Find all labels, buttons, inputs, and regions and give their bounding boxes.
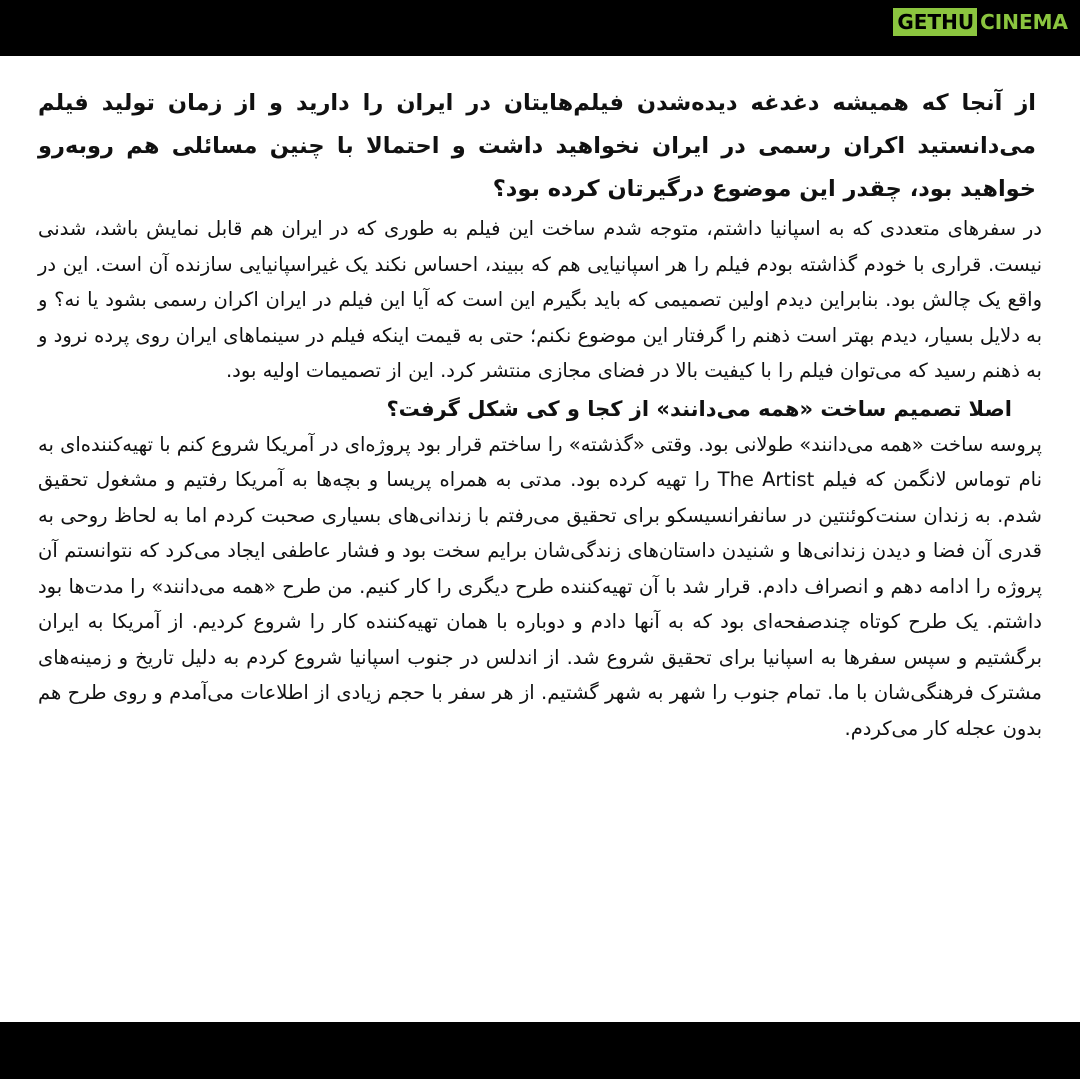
question-1: از آنجا که همیشه دغدغه دیده‌شدن فیلم‌هایتان در ایران را دارید و از زمان تولید فیلم می‌دانستید اکران رسمی در ایران نخواهید داشت و احتمالا با چنین مسائلی هم روبه‌رو خواهید بود، چقدر این موضوع درگیرتان کرده بود؟: [38, 90, 1036, 202]
answer-2: پروسه ساخت «همه می‌دانند» طولانی بود. وقتی «گذشته» را ساختم قرار بود پروژه‌ای در آمریکا شروع کنم با تهیه‌کننده‌ای به نام توماس لانگمن که فیلم The Artist را تهیه کرده بود. مدتی به همراه پریسا و بچه‌ها به آمریکا رفتیم و مشغول تحقیق شدم. به زندان سنت‌کوئنتین در سانفرانسیسکو برای تحقیق می‌رفتم با زندانی‌های بسیاری صحبت کردم اما به لحاظ روحی به قدری آن فضا و دیدن زندانی‌ها و شنیدن داستان‌های زندگی‌شان برایم سخت بود و فشار عاطفی ایجاد می‌کرد که نتوانستم آن پروژه را ادامه دهم و انصراف دادم. قرار شد با آن تهیه‌کننده طرح دیگری را کار کنیم. من طرح «همه می‌دانند» را مدت‌ها بود داشتم. یک طرح کوتاه چندصفحه‌ای بود که به آنها دادم و دوباره با همان تهیه‌کننده کار را شروع کردیم. از آمریکا به ایران برگشتیم و سپس سفرها به اسپانیا برای تحقیق شروع شد. از اندلس در جنوب اسپانیا شروع کردم به دلیل تاریخ و زمینه‌های مشترک فرهنگی‌شان با ما. تمام جنوب را شهر به شهر گشتیم. از هر سفر با حجم زیادی از اطلاعات می‌آمدم و روی طرح هم بدون عجله کار می‌کردم.: [38, 432, 1043, 740]
top-black-bar: [0, 0, 1080, 56]
gethucinema-watermark-logo: [893, 8, 1070, 36]
watermark-part-a: GETHU: [893, 8, 977, 36]
watermark-part-b: CINEMA: [977, 8, 1070, 36]
interview-text: [38, 82, 1042, 746]
answer-1: در سفرهای متعددی که به اسپانیا داشتم، متوجه شدم ساخت این فیلم به طوری که در ایران هم قابل نمایش باشد، شدنی نیست. قراری با خودم گذاشته بودم فیلم را هر اسپانیایی هم که ببیند، احساس نکند یک غیراسپانیایی سازنده آن است. این در واقع یک چالش بود. بنابراین دیدم اولین تصمیمی که باید بگیرم این است که آیا این فیلم در ایران اکران رسمی بشود یا نه؟ و به دلایل بسیار، دیدم بهتر است ذهنم را گرفتار این موضوع نکنم؛ حتی به قیمت اینکه فیلم در سینماهای ایران روی پرده نرود و به ذهنم رسید که می‌توان فیلم را با کیفیت بالا در فضای مجازی منتشر کرد. این از تصمیمات اولیه بود.: [38, 217, 1042, 382]
scanned-page: [0, 56, 1080, 1022]
question-2: اصلا تصمیم ساخت «همه می‌دانند» از کجا و کی شکل گرفت؟: [386, 396, 1012, 421]
bottom-black-bar: [0, 1022, 1080, 1079]
